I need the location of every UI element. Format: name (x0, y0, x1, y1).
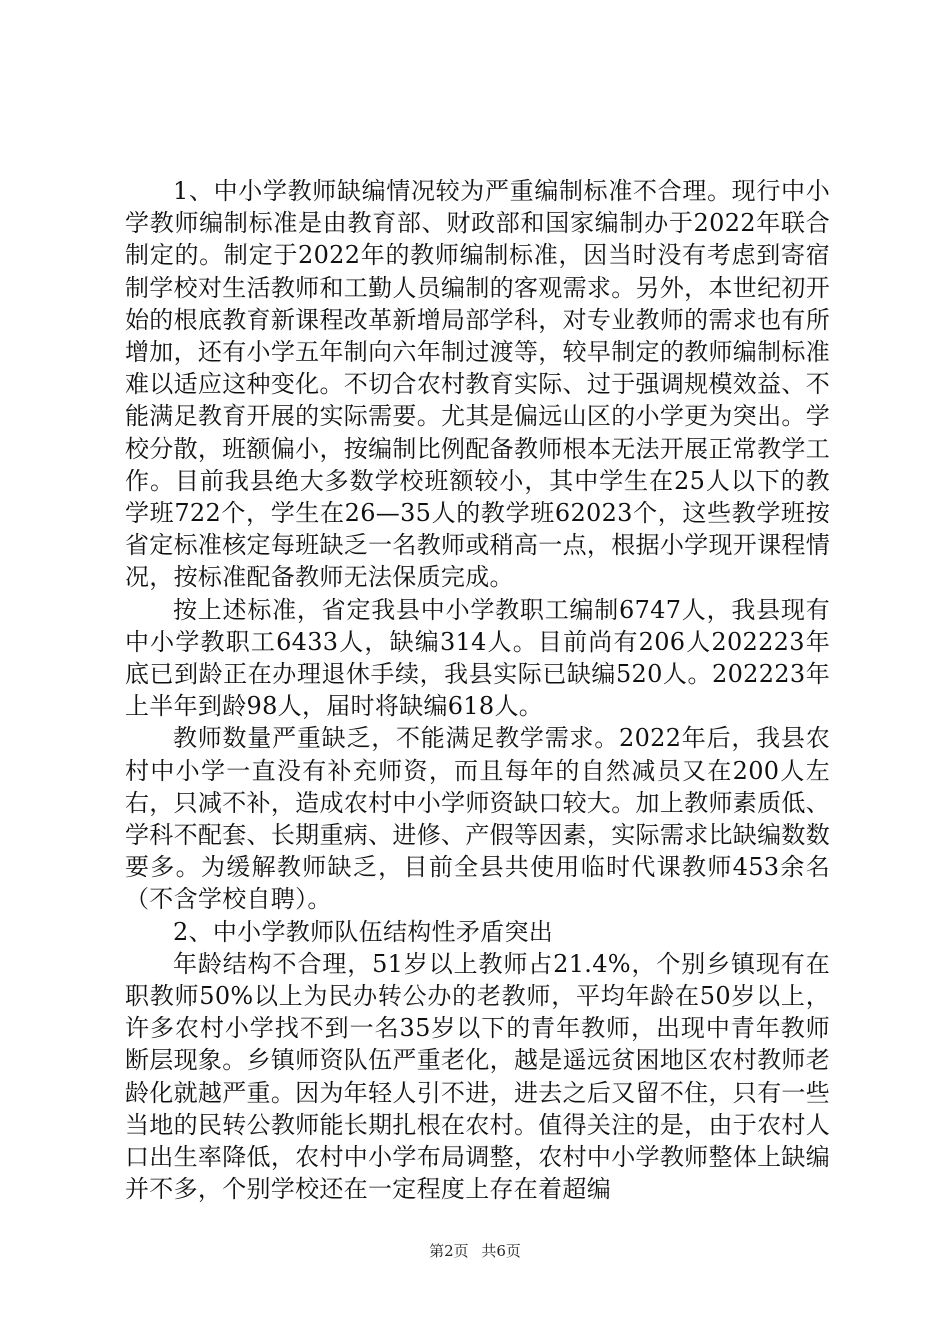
paragraph-teacher-shortage: 1、中小学教师缺编情况较为严重编制标准不合理。现行中小学教师编制标准是由教育部、财政部和国家编制办于2022年联合制定的。制定于2022年的教师编制标准，因当时没有考虑到寄宿制学校对生活教师和工勤人员编制的客观需求。另外，本世纪初开始的根底教育新课程改革新增局部学科，对专业教师的需求也有所增加，还有小学五年制向六年制过渡等，较早制定的教师编制标准难以适应这种变化。不切合农村教育实际、过于强调规模效益、不能满足教育开展的实际需要。尤其是偏远山区的小学更为突出。学校分散，班额偏小，按编制比例配备教师根本无法开展正常教学工作。目前我县绝大多数学校班额较小，其中学生在25人以下的教学班722个，学生在26—35人的教学班62023个，这些教学班按省定标准核定每班缺乏一名教师或稍高一点，根据小学现开课程情况，按标准配备教师无法保质完成。 (125, 177, 830, 592)
page-number-total: 共6页 (481, 1242, 521, 1260)
section-heading-structure: 2、中小学教师队伍结构性矛盾突出 (173, 917, 554, 946)
page-footer (0, 1240, 950, 1261)
paragraph-age-structure: 年龄结构不合理，51岁以上教师占21.4%，个别乡镇现有在职教师50%以上为民办转公办的老教师，平均年龄在50岁以上，许多农村小学找不到一名35岁以下的青年教师，出现中青年教师断层现象。乡镇师资队伍严重老化，越是遥远贫困地区农村教师老龄化就越严重。因为年轻人引不进，进去之后又留不住，只有一些当地的民转公教师能长期扎根在农村。值得关注的是，由于农村人口出生率降低，农村中小学布局调整，农村中小学教师整体上缺编并不多，个别学校还在一定程度上存在着超编 (125, 949, 830, 1204)
paragraph-staffing-numbers: 按上述标准，省定我县中小学教职工编制6747人，我县现有中小学教职工6433人，缺编314人。目前尚有206人202223年底已到龄正在办理退休手续，我县实际已缺编520人。202223年上半年到龄98人，届时将缺编618人。 (125, 595, 830, 721)
paragraph-teacher-quantity: 教师数量严重缺乏，不能满足教学需求。2022年后，我县农村中小学一直没有补充师资，而且每年的自然减员又在200人左右，只减不补，造成农村中小学师资缺口较大。加上教师素质低、学科不配套、长期重病、进修、产假等因素，实际需求比缺编数数要多。为缓解教师缺乏，目前全县共使用临时代课教师453余名（不含学校自聘）。 (125, 724, 830, 914)
document-body (125, 175, 830, 1206)
page-number-current: 第2页 (429, 1242, 469, 1260)
